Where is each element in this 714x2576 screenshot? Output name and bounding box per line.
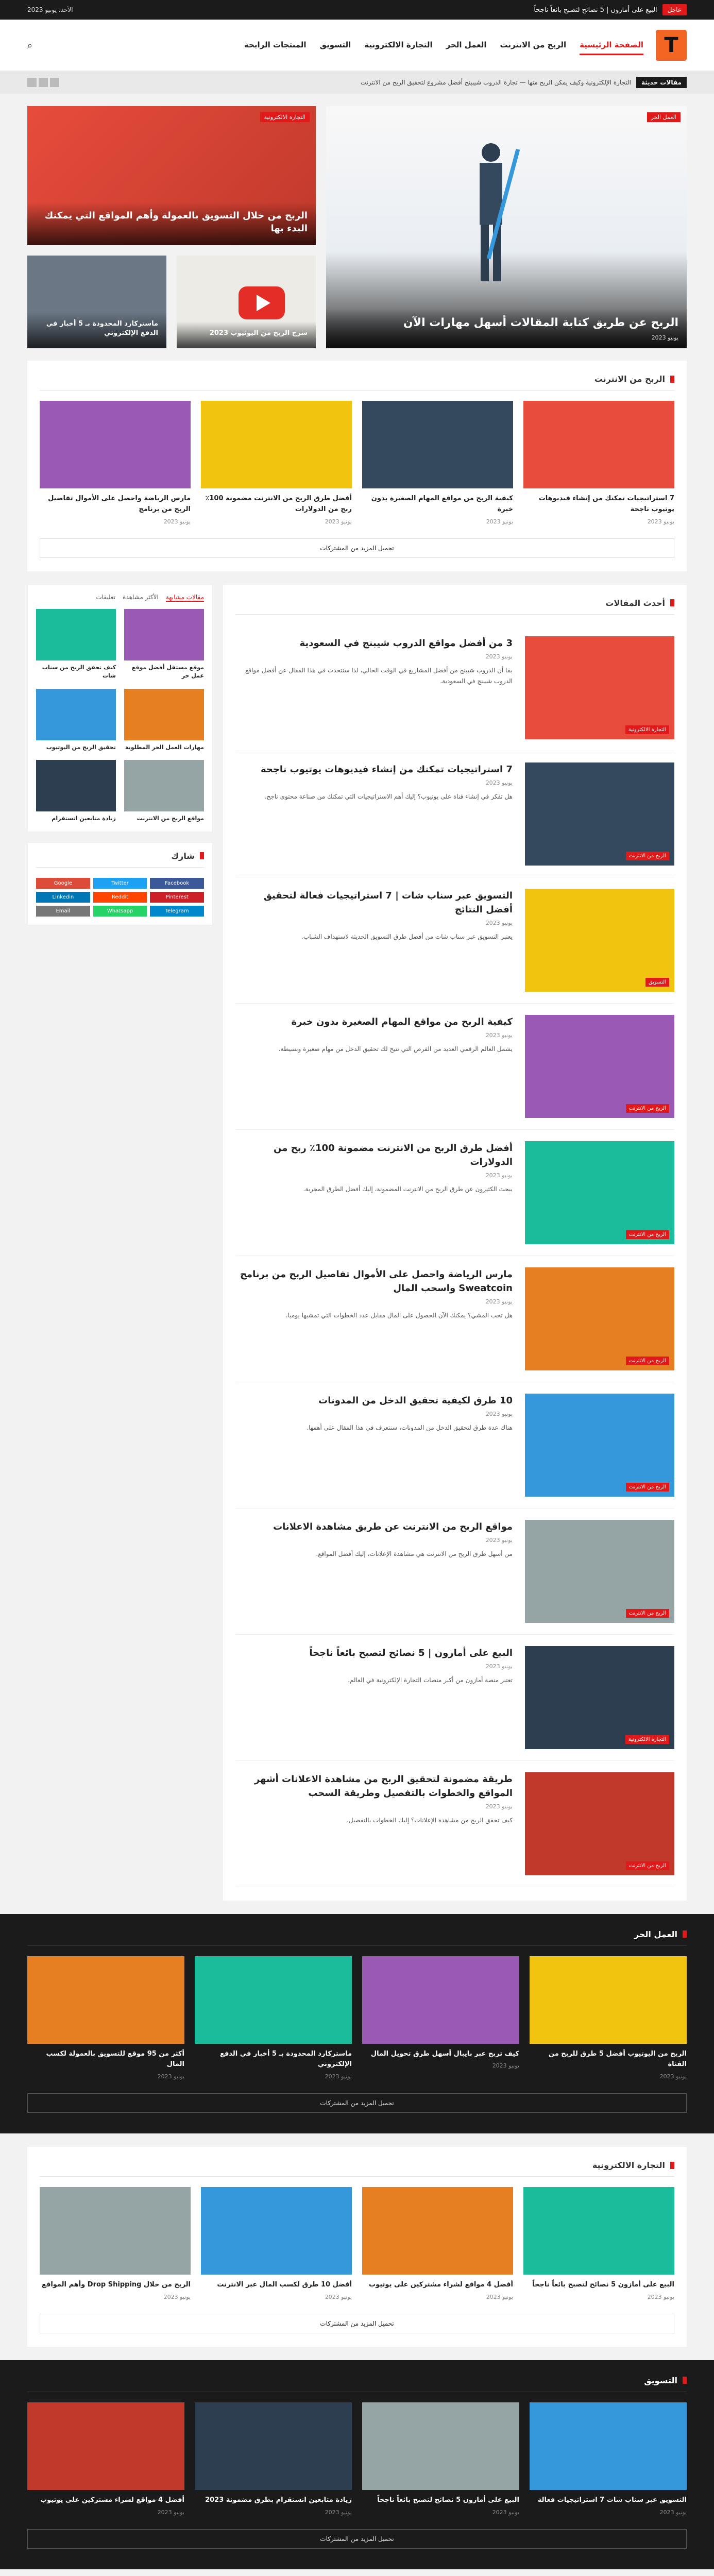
post-card[interactable] [201,401,352,525]
title-bar-icon [670,599,674,606]
category-badge[interactable]: التجارة الالكترونية [625,1735,669,1744]
post-thumbnail[interactable] [525,1646,674,1749]
sidebar-post-title[interactable]: تحقيق الربح من اليوتيوب [46,743,116,751]
breaking-link[interactable]: البيع على أمازون | 5 نصائح لتصبح بائعاً ناجحاً [534,6,657,14]
hero-side-top-badge: التجارة الالكترونية [260,112,310,122]
post-meta: يونيو 2023 [485,779,513,786]
post-card[interactable] [195,2402,352,2516]
posts-list [235,625,674,1887]
header-icons [27,40,32,51]
post-thumbnail[interactable] [40,401,191,488]
post-row [235,877,674,1004]
post-title[interactable]: البيع على أمازون 5 نصائح لتصبح بائعاً ناجحاً [532,2281,674,2289]
latest-section-title [40,374,674,391]
ecommerce-section [27,2147,687,2347]
freelance-section [0,1914,714,2134]
post-thumbnail[interactable] [530,2402,687,2490]
post-title[interactable]: 10 طرق لكيفية تحقيق الدخل من المدونات [318,1395,513,1406]
post-meta: يونيو 2023 [486,2293,513,2300]
post-thumbnail[interactable] [523,2187,674,2275]
post-meta: يونيو 2023 [485,653,513,660]
search-icon[interactable]: ⌕ [27,40,33,51]
hero-main-title[interactable]: الربح عن طريق كتابة المقالات أسهل مهارات الآن [403,316,678,330]
site-header [0,20,714,71]
freelance-title-text: العمل الحر [634,1929,677,1939]
twitter-icon[interactable] [39,78,48,87]
hero-main-meta: يونيو 2023 [651,334,678,341]
post-row [235,1509,674,1635]
share-title-text: شارك [171,851,195,861]
main-nav [244,36,643,55]
sidebar-thumbnail[interactable] [36,609,116,660]
post-card[interactable] [362,2402,519,2516]
sidebar-thumbnail[interactable] [36,760,116,811]
post-title[interactable]: الربح من خلال Drop Shipping وأهم المواقع [41,2281,191,2289]
post-thumbnail[interactable] [525,1267,674,1370]
post-excerpt: هناك عدة طرق لتحقيق الدخل من المدونات، سنتعرف في هذا المقال على أهمها. [307,1423,513,1431]
post-title[interactable]: طريقة مضمونة لتحقيق الربح من مشاهدة الاعلانات أشهر المواقع والخطوات بالتفصيل وطريقة السحب [254,1773,513,1799]
nav-item[interactable]: التجارة الالكترونية [364,40,433,49]
post-thumbnail[interactable] [530,1956,687,2044]
category-badge[interactable]: الربح من الانترنت [626,1861,669,1870]
post-thumbnail[interactable] [525,889,674,992]
related-box [27,585,213,832]
marketing-section-title [27,2376,687,2392]
sidebar-tab[interactable]: تعليقات [96,593,116,601]
post-meta: يونيو 2023 [485,1172,513,1179]
post-excerpt: من أسهل طرق الربح من الانترنت هي مشاهدة الإعلانات، إليك أفضل المواقع. [316,1550,513,1557]
share-email-button[interactable]: Email [36,906,90,917]
freelance-section-title [27,1929,687,1946]
post-row [235,1004,674,1130]
share-pinterest-button[interactable]: Pinterest [150,892,204,903]
post-row [235,1761,674,1887]
freelance-load-more-button[interactable]: تحميل المزيد من المشتركات [27,2093,687,2113]
category-badge[interactable]: التسويق [645,978,669,987]
title-bar-icon [200,852,204,859]
post-thumbnail[interactable] [525,762,674,866]
post-title[interactable]: التسويق عبر سناب شات 7 استراتيجيات فعالة [537,2496,687,2504]
post-title[interactable]: كيفية الربح من مواقع المهام الصغيرة بدون خبرة [291,1016,513,1027]
news-tag: مقالات حديثة [636,77,687,88]
businessman-illustration [460,137,522,292]
share-box [27,842,213,925]
social-mini-icons [27,78,59,87]
posts-title-text: أحدث المقالات [605,598,665,608]
share-telegram-button[interactable]: Telegram [150,906,204,917]
sidebar-tab[interactable]: الأكثر مشاهدة [123,593,159,601]
hero-side-br-tile[interactable] [27,256,166,348]
hero-side [27,106,316,348]
post-title[interactable]: كيف تربح عبر بايبال أسهل طرق تحويل المال [370,2049,519,2058]
category-badge[interactable]: التجارة الالكترونية [625,725,669,734]
freelance-grid [27,1956,687,2080]
post-title[interactable]: ماستركارد المحدودة بـ 5 أخبار في الدفع الإلكتروني [220,2049,352,2069]
share-twitter-button[interactable]: Twitter [93,878,147,889]
share-google-button[interactable]: Google [36,878,90,889]
title-bar-icon [670,2162,674,2169]
post-meta: يونيو 2023 [485,1410,513,1417]
post-title[interactable]: البيع على أمازون 5 نصائح لتصبح بائعاً ناجحاً [377,2496,519,2504]
post-title[interactable]: زيادة متابعين انستقرام بطرق مضمونة 2023 [205,2496,352,2504]
post-meta: يونيو 2023 [485,1031,513,1039]
post-card[interactable] [523,2187,674,2300]
category-badge[interactable]: الربح من الانترنت [626,852,669,860]
post-title[interactable]: 7 استراتيجيات تمكنك من إنشاء فيديوهات يوتيوب ناجحة [538,495,674,513]
post-title[interactable]: أفضل 4 مواقع لشراء مشتركين على يوتيوب [40,2496,184,2504]
facebook-icon[interactable] [50,78,59,87]
post-meta: يونيو 2023 [325,518,352,525]
ecommerce-grid [40,2187,674,2300]
post-card[interactable] [362,1956,519,2080]
post-card[interactable] [523,401,674,525]
news-text[interactable]: التجارة الإلكترونية وكيف يمكن الربح منها — تجارة الدروب شيبينج أفضل مشروع لتحقيق الربح من الانترنت [360,79,631,86]
sidebar-post[interactable] [124,760,204,823]
post-card[interactable] [530,1956,687,2080]
post-excerpt: كيف تحقق الربح من مشاهدة الإعلانات؟ إليك الخطوات بالتفصيل. [347,1816,513,1824]
post-thumbnail[interactable] [27,1956,184,2044]
hero-side-top-title[interactable]: الربح من خلال التسويق بالعمولة وأهم المواقع التي يمكنك البدء بها [44,210,308,234]
share-facebook-button[interactable]: Facebook [150,878,204,889]
top-bar [0,0,714,20]
post-meta: يونيو 2023 [163,518,191,525]
post-meta: يونيو 2023 [659,2073,687,2080]
post-row [235,1256,674,1382]
post-excerpt: يشمل العالم الرقمي العديد من الفرص التي تتيح لك تحقيق الدخل من مهام صغيرة وبسيطة. [278,1045,513,1053]
hero-side-br-caption [27,312,166,348]
post-meta: يونيو 2023 [325,2293,352,2300]
hero-main-caption [326,308,687,348]
post-title[interactable]: أكثر من 95 موقع للتسويق بالعمولة لكسب المال [46,2049,184,2069]
share-linkedin-button[interactable]: Linkedin [36,892,90,903]
post-excerpt: بما أن الدروب شيبنج من أفضل المشاريع في الوقت الحالي، لذا سنتحدث في هذا المقال عن أفضل مواقع الدروب شيبنج في السعودية. [245,666,513,685]
sidebar-post-title[interactable]: كيف تحقق الربح من سناب شات [42,664,116,680]
post-card[interactable] [40,401,191,525]
post-title[interactable]: الربح من اليوتيوب أفضل 5 طرق للربح من القناة [549,2049,687,2069]
post-meta: يونيو 2023 [157,2073,184,2080]
marketing-section [0,2360,714,2569]
hero-main-tile[interactable] [326,106,687,348]
nav-item[interactable]: الصفحة الرئيسية [580,36,643,55]
load-more-button[interactable]: تحميل المزيد من المشتركات [40,538,674,558]
post-thumbnail[interactable] [362,401,513,488]
post-thumbnail[interactable] [362,2187,513,2275]
ecommerce-section-title [40,2160,674,2177]
ecommerce-load-more-button[interactable]: تحميل المزيد من المشتركات [40,2314,674,2333]
post-meta: يونيو 2023 [485,1536,513,1544]
latest-grid [40,401,674,525]
site-logo[interactable]: T [656,30,687,61]
post-meta: يونيو 2023 [647,518,674,525]
post-card[interactable] [195,1956,352,2080]
hero-side-bl-title[interactable]: شرح الربح من اليوتيوب 2023 [209,329,308,337]
hero-side-bl-caption [177,321,316,348]
rss-icon[interactable] [27,78,37,87]
post-card[interactable] [40,2187,191,2300]
sidebar-post-title[interactable]: مهارات العمل الحر المطلوبة [125,743,204,751]
post-excerpt: هل تحب المشي؟ يمكنك الآن الحصول على المال مقابل عدد الخطوات التي تمشيها يوميا. [285,1311,513,1319]
post-title[interactable]: أفضل 4 مواقع لشراء مشتركين على يوتيوب [369,2281,513,2289]
post-meta: يونيو 2023 [486,518,513,525]
post-title[interactable]: التسويق عبر سناب شات | 7 استراتيجيات فعالة لتحقيق أفضل النتائج [263,890,513,915]
post-excerpt: هل تفكر في إنشاء قناة على يوتيوب؟ إليك أهم الاستراتيجيات التي تمكنك من صناعة محتوى ناجح. [264,792,513,800]
post-thumbnail[interactable] [195,2402,352,2490]
post-card[interactable] [362,401,513,525]
post-thumbnail[interactable] [362,1956,519,2044]
category-badge[interactable]: الربح من الانترنت [626,1230,669,1239]
marketing-grid [27,2402,687,2516]
post-title[interactable]: مارس الرياضة واحصل على الأموال تفاصيل الربح من برنامج [48,495,191,513]
post-row [235,1382,674,1509]
category-badge[interactable]: الربح من الانترنت [626,1483,669,1492]
post-thumbnail[interactable] [525,1520,674,1623]
sidebar-thumbnail[interactable] [124,689,204,740]
nav-item[interactable]: التسويق [319,40,351,49]
post-thumbnail[interactable] [201,2187,352,2275]
post-thumbnail[interactable] [525,636,674,739]
sidebar-post[interactable] [124,609,204,681]
post-thumbnail[interactable] [27,2402,184,2490]
share-grid [36,878,204,917]
hero-side-top-caption [27,202,316,245]
post-card[interactable] [27,2402,184,2516]
post-title[interactable]: كيفية الربح من مواقع المهام الصغيرة بدون خبرة [371,495,513,513]
news-bar [0,71,714,94]
title-bar-icon [683,2377,687,2384]
latest-section [27,361,687,571]
post-meta: يونيو 2023 [325,2509,352,2516]
post-card[interactable] [201,2187,352,2300]
sidebar-grid [36,609,204,823]
sidebar-tab[interactable]: مقالات مشابهة [165,593,204,601]
post-thumbnail[interactable] [362,2402,519,2490]
ecommerce-title-text: التجارة الالكترونية [592,2160,665,2171]
post-thumbnail[interactable] [525,1015,674,1118]
post-meta: يونيو 2023 [163,2293,191,2300]
sidebar-post-title[interactable]: موقع مستقل أفضل موقع عمل حر [131,664,204,680]
hero-side-bottom [27,256,316,348]
post-title[interactable]: أفضل 10 طرق لكسب المال عبر الانترنت [217,2281,352,2289]
post-meta: يونيو 2023 [325,2073,352,2080]
sidebar-post[interactable] [36,760,116,823]
posts-section-title [235,598,674,615]
share-whatsapp-button[interactable]: Whatsapp [93,906,147,917]
post-meta: يونيو 2023 [485,1298,513,1305]
latest-title-text: الربح من الانترنت [594,374,665,384]
post-title[interactable]: 7 استراتيجيات تمكنك من إنشاء فيديوهات يوتيوب ناجحة [260,764,513,775]
post-thumbnail[interactable] [195,1956,352,2044]
category-badge[interactable]: الربح من الانترنت [626,1104,669,1113]
nav-item[interactable]: الربح من الانترنت [500,40,567,49]
post-meta: يونيو 2023 [157,2509,184,2516]
post-row [235,1130,674,1256]
post-meta: يونيو 2023 [485,919,513,926]
category-badge[interactable]: الربح من الانترنت [626,1357,669,1365]
post-meta: يونيو 2023 [492,2509,519,2516]
post-row [235,625,674,751]
date-text: الأحد، يونيو 2023 [27,6,73,13]
post-excerpt: يعتبر التسويق عبر سناب شات من أفضل طرق التسويق الحديثة لاستهداف الشباب. [301,933,513,940]
sidebar-tabs [36,594,204,602]
title-bar-icon [670,376,674,383]
post-thumbnail[interactable] [525,1394,674,1497]
post-row [235,751,674,877]
post-meta: يونيو 2023 [485,1663,513,1670]
hero-side-bl-tile[interactable] [177,256,316,348]
sidebar-thumbnail[interactable] [36,689,116,740]
post-thumbnail[interactable] [201,401,352,488]
share-reddit-button[interactable]: Reddit [93,892,147,903]
sidebar-thumbnail[interactable] [124,760,204,811]
nav-item[interactable]: العمل الحر [446,40,487,49]
breaking-tag: عاجل [662,4,687,15]
sidebar-post[interactable] [36,609,116,681]
post-title[interactable]: أفضل طرق الربح من الانترنت مضمونة 100٪ ربح من الدولارات [205,495,352,513]
post-card[interactable] [362,2187,513,2300]
title-bar-icon [683,1930,687,1938]
post-excerpt: تعتبر منصة أمازون من أكبر منصات التجارة الإلكترونية في العالم. [348,1676,513,1684]
hero-side-br-title[interactable]: ماستركارد المحدودة بـ 5 أخبار في الدفع الإلكتروني [46,319,158,337]
post-thumbnail[interactable] [523,401,674,488]
hero-section [27,94,687,361]
share-title [36,851,204,868]
post-card[interactable] [530,2402,687,2516]
hero-side-top-tile[interactable] [27,106,316,245]
marketing-title-text: التسويق [644,2375,677,2385]
sidebar-post-title[interactable]: مواقع الربح من الانترنت [137,815,204,822]
sidebar-post-title[interactable]: زيادة متابعين انستقرام [52,815,116,822]
marketing-load-more-button[interactable]: تحميل المزيد من المشتركات [27,2529,687,2549]
post-row [235,1635,674,1761]
sidebar-post[interactable] [124,689,204,752]
post-title[interactable]: مواقع الربح من الانترنت عن طريق مشاهدة الاعلانات [273,1521,513,1532]
post-title[interactable]: مارس الرياضة واحصل على الأموال تفاصيل الربح من برنامج Sweatcoin واسحب المال [240,1268,513,1294]
post-title[interactable]: 3 من أفضل مواقع الدروب شيبنج في السعودية [299,637,513,649]
main-content [27,585,687,1914]
post-thumbnail[interactable] [525,1141,674,1244]
hero-badge: العمل الحر [647,112,681,122]
category-badge[interactable]: الربح من الانترنت [626,1609,669,1618]
post-card[interactable] [27,1956,184,2080]
post-thumbnail[interactable] [525,1772,674,1875]
nav-item[interactable]: المنتجات الرابحة [244,40,307,49]
post-thumbnail[interactable] [40,2187,191,2275]
post-meta: يونيو 2023 [485,1803,513,1810]
sidebar [27,585,213,1914]
post-meta: يونيو 2023 [647,2293,674,2300]
post-excerpt: يبحث الكثيرون عن طرق الربح من الانترنت المضمونة، إليك أفضل الطرق المجربة. [303,1185,513,1193]
post-title[interactable]: البيع على أمازون | 5 نصائح لتصبح بائعاً ناجحاً [309,1647,513,1658]
sidebar-post[interactable] [36,689,116,752]
posts-section [223,585,687,1901]
post-meta: يونيو 2023 [492,2062,519,2070]
post-meta: يونيو 2023 [659,2509,687,2516]
post-title[interactable]: أفضل طرق الربح من الانترنت مضمونة 100٪ ربح من الدولارات [274,1142,513,1167]
sidebar-thumbnail[interactable] [124,609,204,660]
